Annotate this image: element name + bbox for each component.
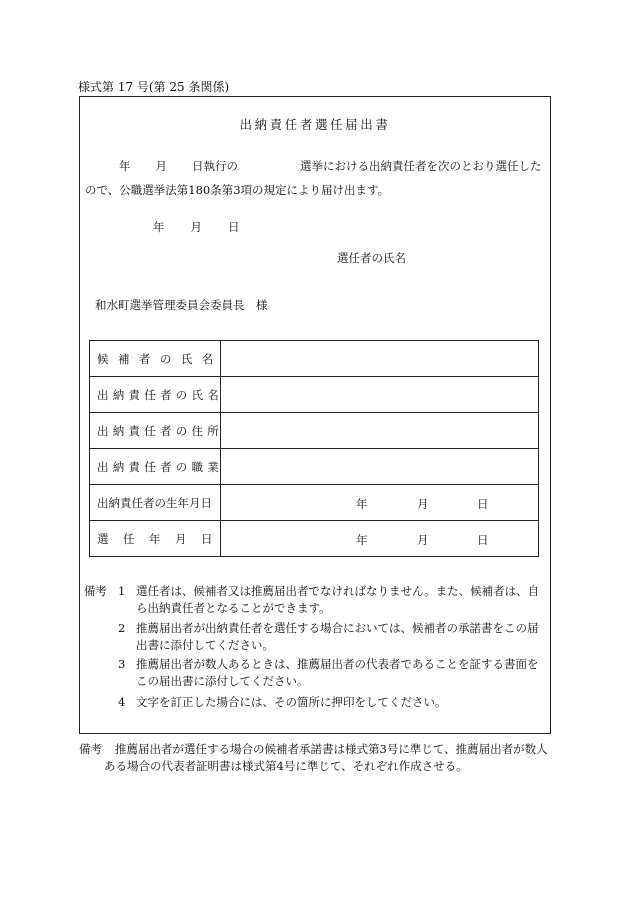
row-label-appointment-date: 選 任 年 月 日 <box>90 521 221 557</box>
birth-day-unit: 日 <box>477 497 489 511</box>
bottom-remark-line-1: 推薦届出者が選任する場合の候補者承諾書は様式第3号に準じて、推薦届出者が数人 <box>115 742 548 756</box>
addressee: 和水町選挙管理委員会委員長 様 <box>95 298 268 312</box>
note-text: 推薦届出者が数人あるときは、推薦届出者の代表者であることを証する書面をこの届出書に添付してください。 <box>136 657 539 688</box>
info-table <box>89 340 539 557</box>
note-number: 2 <box>118 621 126 635</box>
treasurer-name-field[interactable] <box>221 377 539 413</box>
row-label-treasurer-birthdate: 出納責任者の生年月日 <box>90 485 221 521</box>
bottom-remark-line-2: ある場合の代表者証明書は様式第4号に準じて、それぞれ作成させる。 <box>104 759 468 773</box>
birth-month-unit: 月 <box>417 497 429 511</box>
note-number: 4 <box>118 695 126 709</box>
appoint-month-unit: 月 <box>417 533 429 547</box>
submission-date <box>153 219 240 235</box>
note-item <box>118 694 548 711</box>
note-text: 文字を訂正した場合には、その箇所に押印をしてください。 <box>136 695 447 709</box>
table-row <box>90 449 539 485</box>
submission-year: 年 <box>153 220 165 234</box>
note-number: 3 <box>118 657 126 671</box>
bottom-remark-heading: 備考 <box>79 742 102 756</box>
candidate-name-field[interactable] <box>221 341 539 377</box>
note-item <box>118 656 548 689</box>
intro-year: 年 <box>119 159 131 173</box>
submission-day: 日 <box>228 220 240 234</box>
table-row <box>90 485 539 521</box>
note-text: 推薦届出者が出納責任者を選任する場合においては、候補者の承諾書をこの届出書に添付してください。 <box>136 621 539 652</box>
table-row <box>90 341 539 377</box>
note-item <box>118 620 548 653</box>
row-label-treasurer-occupation: 出 納 責 任 者 の 職 業 <box>90 449 221 485</box>
intro-month: 月 <box>155 159 167 173</box>
table-row <box>90 521 539 557</box>
notes-heading: 備考 <box>84 584 107 598</box>
intro-day-executed: 日執行の <box>192 159 238 173</box>
note-text: 選任者は、候補者又は推薦届出者でなければなりません。また、候補者は、自ら出納責任者となることができます。 <box>136 584 540 615</box>
birth-year-unit: 年 <box>356 497 368 511</box>
form-number: 様式第 17 号(第 25 条関係) <box>78 80 230 94</box>
appointer-name-label: 選任者の氏名 <box>337 251 406 265</box>
row-label-treasurer-name: 出 納 責 任 者 の 氏 名 <box>90 377 221 413</box>
row-label-treasurer-address: 出 納 責 任 者 の 住 所 <box>90 413 221 449</box>
note-item <box>118 583 548 616</box>
treasurer-occupation-field[interactable] <box>221 449 539 485</box>
treasurer-birthdate-field[interactable] <box>221 485 539 521</box>
document-title: 出納責任者選任届出書 <box>239 117 391 132</box>
submission-month: 月 <box>190 220 202 234</box>
row-label-candidate-name: 候 補 者 の 氏 名 <box>90 341 221 377</box>
intro-line-1 <box>119 158 542 174</box>
treasurer-address-field[interactable] <box>221 413 539 449</box>
note-number: 1 <box>118 584 126 598</box>
appoint-year-unit: 年 <box>356 533 368 547</box>
intro-line1-rest: 選挙における出納責任者を次のとおり選任した <box>300 159 542 173</box>
bottom-remark <box>79 741 559 775</box>
table-row <box>90 413 539 449</box>
intro-line-2: ので、公職選挙法第180条第3項の規定により届け出ます。 <box>85 183 390 197</box>
appoint-day-unit: 日 <box>477 533 489 547</box>
appointment-date-field[interactable] <box>221 521 539 557</box>
table-row <box>90 377 539 413</box>
